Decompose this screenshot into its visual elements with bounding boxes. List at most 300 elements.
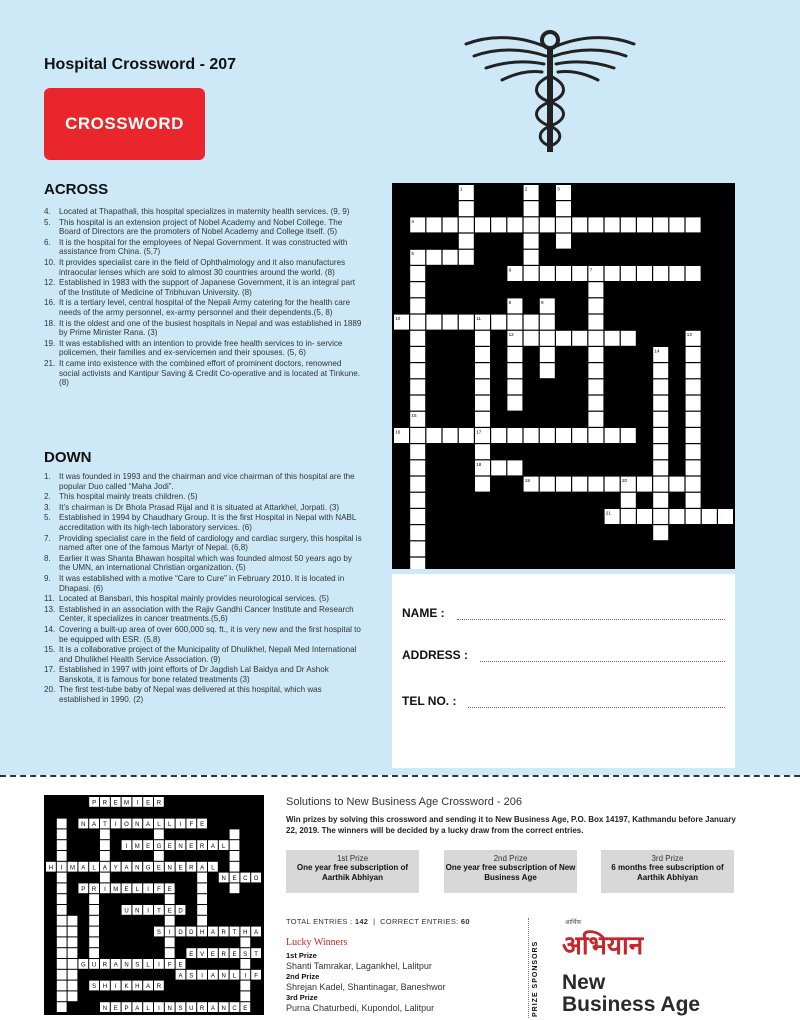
solution-cell (154, 829, 164, 839)
grid-cell[interactable] (507, 428, 522, 443)
clue-item (44, 503, 364, 513)
clue-item (44, 298, 364, 317)
solution-letter: I (114, 984, 117, 991)
grid-cell[interactable] (588, 428, 603, 443)
solution-letter: L (146, 1005, 150, 1012)
solution-cell (57, 851, 67, 861)
clue-number: 5. (44, 513, 51, 523)
solution-letter: G (156, 843, 162, 850)
grid-cell[interactable] (491, 217, 506, 232)
grid-cell[interactable] (588, 347, 603, 362)
grid-cell[interactable] (410, 315, 425, 330)
grid-cell[interactable] (459, 217, 474, 232)
solution-cell (57, 937, 67, 947)
prize-desc: One year free subscription of Aarthik Abhiyan (296, 863, 409, 882)
clue-number: 15. (44, 645, 56, 655)
solution-letter: I (168, 930, 171, 937)
winner-name: Shanti Tamrakar, Lagankhel, Lalitpur (286, 961, 432, 971)
grid-cell[interactable] (507, 363, 522, 378)
grid-cell[interactable] (540, 428, 555, 443)
grid-cell[interactable] (410, 282, 425, 297)
lucky-winners (286, 937, 506, 1014)
solution-letter: I (201, 973, 203, 980)
grid-cell[interactable] (621, 428, 636, 443)
clue-text: Earlier it was Shanta Bhawan hospital which was founded almost 50 years ago by the UMN, an international Christian organization. (5) (59, 553, 352, 573)
grid-cell[interactable] (686, 477, 701, 492)
clue-item (44, 685, 364, 704)
solution-letter: E (200, 822, 205, 829)
grid-cell[interactable] (507, 396, 522, 411)
solution-letter: P (124, 1005, 129, 1012)
grid-cell[interactable] (491, 460, 506, 475)
sponsor-aarthik-abhiyan-logo: अभियान (562, 931, 644, 961)
grid-cell[interactable] (588, 331, 603, 346)
clue-text: It was established with a motive “Care to Cure” in February 2010. It is located in Dhapasi. (6) (59, 573, 345, 593)
solution-letter: I (158, 962, 160, 969)
winner-name: Purna Chaturbedi, Kupondol, Lalitpur (286, 1003, 435, 1013)
clue-text: Providing specialist care in the field of cardiology and cardiac surgery, this hospital is named after one of the famous Martyr of Nepal. (6,8) (59, 533, 362, 553)
grid-cell[interactable] (540, 363, 555, 378)
prize-title: 2nd Prize (493, 854, 528, 863)
grid-cell[interactable] (637, 266, 652, 281)
grid-cell[interactable] (686, 217, 701, 232)
solution-cell (240, 991, 250, 1001)
grid-cell[interactable] (686, 396, 701, 411)
solution-letter: E (178, 865, 183, 872)
clue-text: Established in 1983 with the support of Japanese Government, it is an integral part of the Institute of Medicine of Tribhuvan University. (8) (59, 278, 356, 297)
grid-cell[interactable] (653, 493, 668, 508)
grid-cell[interactable] (669, 477, 684, 492)
grid-cell[interactable] (410, 298, 425, 313)
solution-letter: N (124, 962, 129, 969)
solution-cell (57, 1002, 67, 1012)
solution-cell (165, 948, 175, 958)
solution-letter: S (156, 930, 161, 937)
grid-cell[interactable] (653, 217, 668, 232)
solution-cell (89, 905, 99, 915)
solution-cell (57, 948, 67, 958)
grid-cell[interactable] (443, 217, 458, 232)
clue-item (44, 513, 364, 532)
grid-cell[interactable] (556, 217, 571, 232)
grid-cell[interactable] (588, 282, 603, 297)
solution-letter: S (189, 973, 194, 980)
solution-cell (68, 991, 78, 1001)
solution-cell (100, 851, 110, 861)
grid-cell[interactable] (475, 477, 490, 492)
clue-number: 4. (44, 207, 51, 216)
grid-cell[interactable] (572, 217, 587, 232)
clue-number: 12. (44, 278, 56, 288)
prize-box-3 (601, 850, 734, 893)
grid-cell[interactable] (653, 428, 668, 443)
grid-cell[interactable] (410, 509, 425, 524)
solution-letter: R (199, 1005, 205, 1012)
solution-letter: N (178, 843, 183, 850)
solution-letter: K (124, 984, 129, 991)
sponsor-2-line-2: Business Age (562, 993, 701, 1016)
grid-number: 2 (524, 186, 528, 192)
grid-cell[interactable] (459, 250, 474, 265)
solution-cell (230, 883, 240, 893)
clue-item (44, 218, 364, 237)
solution-letter: E (167, 887, 172, 893)
solution-letter: H (48, 865, 54, 872)
solution-letter: A (102, 865, 107, 872)
grid-cell[interactable] (669, 217, 684, 232)
solution-cell (68, 916, 78, 926)
grid-cell[interactable] (621, 217, 636, 232)
grid-cell[interactable] (410, 525, 425, 540)
grid-cell[interactable] (605, 217, 620, 232)
grid-cell[interactable] (507, 460, 522, 475)
grid-cell[interactable] (410, 363, 425, 378)
grid-cell[interactable] (410, 396, 425, 411)
solution-letter: H (102, 984, 108, 991)
clue-item (44, 625, 364, 644)
clue-text: The first test-tube baby of Nepal was delivered at this hospital, which was established in 1990. (2) (59, 685, 322, 705)
solution-letter: E (167, 843, 172, 850)
solution-letter: I (104, 887, 106, 893)
grid-cell[interactable] (588, 412, 603, 427)
tel-row (402, 694, 725, 708)
grid-cell[interactable] (540, 347, 555, 362)
lucky-winners-heading: Lucky Winners (286, 937, 348, 948)
grid-cell[interactable] (686, 460, 701, 475)
grid-cell[interactable] (621, 331, 636, 346)
solution-letter: H (243, 930, 248, 937)
solution-cell (89, 937, 99, 947)
grid-cell[interactable] (653, 460, 668, 475)
solution-cell (68, 970, 78, 980)
grid-cell[interactable] (475, 363, 490, 378)
grid-cell[interactable] (443, 315, 458, 330)
solution-letter: I (60, 865, 63, 872)
grid-cell[interactable] (572, 266, 587, 281)
grid-cell[interactable] (653, 266, 668, 281)
grid-cell[interactable] (459, 315, 474, 330)
solution-cell (165, 916, 175, 926)
clue-number: 16. (44, 298, 56, 308)
winner-name: Shrejan Kadel, Shantinagar, Baneshwor (286, 982, 446, 992)
clue-text: This hospital is an extension project of Nobel Academy and Nobel College. The Board of Directors are the promoters of Nobel Academy and College itself. (5) (59, 217, 343, 237)
grid-cell[interactable] (637, 217, 652, 232)
entry-form (392, 574, 735, 768)
solution-letter: H (199, 930, 205, 937)
grid-cell[interactable] (426, 250, 441, 265)
solution-letter: E (178, 962, 183, 969)
address-field[interactable] (480, 652, 725, 662)
solution-letter: A (146, 822, 151, 829)
grid-cell[interactable] (686, 347, 701, 362)
grid-cell[interactable] (475, 379, 490, 394)
tel-field[interactable] (468, 698, 725, 708)
grid-cell[interactable] (556, 428, 571, 443)
grid-number: 4 (411, 218, 414, 224)
solution-cell (240, 959, 250, 969)
grid-cell[interactable] (653, 396, 668, 411)
solution-letter: U (91, 962, 97, 969)
grid-cell[interactable] (524, 331, 539, 346)
clue-number: 6. (44, 237, 51, 247)
clue-item (44, 207, 364, 217)
grid-cell[interactable] (718, 509, 733, 524)
clue-item (44, 339, 364, 358)
name-field[interactable] (457, 610, 725, 620)
solution-cell (197, 916, 207, 926)
clue-text: It is a collaborative project of the Municipality of Dhulikhel, Nepali Med International and Dhulikhel Health Service Association. (9) (59, 645, 357, 664)
solution-cell (240, 937, 250, 947)
solution-cell (68, 937, 78, 947)
grid-cell[interactable] (572, 428, 587, 443)
grid-cell[interactable] (507, 315, 522, 330)
solution-letter: G (145, 865, 151, 872)
solution-letter: I (244, 973, 247, 980)
grid-cell[interactable] (459, 428, 474, 443)
grid-cell[interactable] (524, 201, 539, 216)
grid-cell[interactable] (524, 250, 539, 265)
grid-cell[interactable] (540, 217, 555, 232)
solution-letter: I (147, 908, 149, 915)
solutions-text: Win prizes by solving this crossword and sending it to New Business Age, P.O. Box 14197, Kathmandu before January 22, 2019. The winners will be decided by a lucky draw from the correct entries. (286, 815, 736, 835)
prize-desc: One year free subscription of New Business Age (445, 863, 576, 882)
grid-cell[interactable] (621, 266, 636, 281)
solution-letter: R (156, 800, 162, 807)
clue-text: It was founded in 1993 and the chairman and vice chairman of this hospital are the popular Duo called “Maha Jodi”. (59, 472, 355, 491)
grid-cell[interactable] (491, 315, 506, 330)
name-label: NAME : (402, 606, 445, 620)
grid-cell[interactable] (686, 428, 701, 443)
grid-cell[interactable] (556, 234, 571, 249)
grid-cell[interactable] (588, 396, 603, 411)
grid-cell[interactable] (621, 493, 636, 508)
grid-cell[interactable] (669, 266, 684, 281)
grid-cell[interactable] (475, 331, 490, 346)
sponsor-divider (528, 918, 529, 1018)
name-row (402, 606, 725, 620)
grid-cell[interactable] (653, 412, 668, 427)
grid-cell[interactable] (443, 428, 458, 443)
grid-number: 10 (395, 316, 401, 321)
clue-text: It is the oldest and one of the busiest hospitals in Nepal and was established in 1889 by Prime Minister Rana. (3) (59, 318, 362, 338)
grid-cell[interactable] (621, 509, 636, 524)
solution-letter: I (114, 822, 117, 829)
grid-cell[interactable] (524, 217, 539, 232)
grid-cell[interactable] (637, 477, 652, 492)
solution-letter: R (102, 800, 108, 807)
solution-letter: G (80, 962, 86, 969)
solution-letter: E (124, 887, 129, 893)
solution-letter: Y (113, 865, 118, 872)
solution-letter: E (167, 908, 172, 915)
grid-cell[interactable] (653, 379, 668, 394)
solution-letter: H (135, 984, 140, 991)
grid-cell[interactable] (686, 266, 701, 281)
clue-item (44, 534, 364, 553)
grid-cell[interactable] (410, 266, 425, 281)
grid-cell[interactable] (556, 331, 571, 346)
grid-cell[interactable] (572, 477, 587, 492)
grid-cell[interactable] (653, 444, 668, 459)
grid-cell[interactable] (507, 217, 522, 232)
entries-summary (286, 917, 470, 926)
solution-cell (68, 959, 78, 969)
grid-cell[interactable] (410, 379, 425, 394)
grid-cell[interactable] (475, 412, 490, 427)
grid-cell[interactable] (686, 363, 701, 378)
grid-cell[interactable] (556, 477, 571, 492)
sponsor-new-business-age-logo (562, 972, 700, 1016)
solution-letter: S (92, 984, 97, 991)
grid-cell[interactable] (588, 379, 603, 394)
grid-cell[interactable] (443, 250, 458, 265)
solution-letter: M (134, 843, 140, 850)
grid-cell[interactable] (475, 217, 490, 232)
solution-letter: N (102, 1005, 108, 1012)
grid-cell[interactable] (605, 477, 620, 492)
solution-cell (57, 873, 67, 883)
grid-cell[interactable] (686, 509, 701, 524)
solution-cell (57, 927, 67, 937)
grid-cell[interactable] (540, 331, 555, 346)
grid-cell[interactable] (426, 217, 441, 232)
clue-number: 21. (44, 358, 56, 368)
solution-letter: A (124, 865, 129, 872)
grid-cell[interactable] (410, 460, 425, 475)
grid-cell[interactable] (426, 315, 441, 330)
grid-cell[interactable] (524, 266, 539, 281)
solution-letter: P (81, 887, 86, 893)
grid-cell[interactable] (605, 266, 620, 281)
prize-sponsors-label: PRIZE SPONSORS (532, 940, 539, 1017)
solution-cell (68, 981, 78, 991)
grid-number: 18 (476, 461, 482, 467)
grid-cell[interactable] (686, 412, 701, 427)
grid-cell[interactable] (475, 347, 490, 362)
grid-cell[interactable] (410, 477, 425, 492)
grid-cell[interactable] (686, 493, 701, 508)
solution-cell (197, 873, 207, 883)
grid-number: 19 (524, 478, 530, 483)
solution-cell (57, 883, 67, 893)
grid-cell[interactable] (410, 428, 425, 443)
grid-cell[interactable] (459, 201, 474, 216)
clue-number: 9. (44, 573, 51, 583)
grid-cell[interactable] (524, 428, 539, 443)
grid-cell[interactable] (410, 493, 425, 508)
grid-cell[interactable] (588, 315, 603, 330)
clue-number: 17. (44, 665, 56, 675)
clue-number: 2. (44, 492, 51, 502)
grid-cell[interactable] (653, 525, 668, 540)
solution-letter: N (135, 822, 140, 829)
grid-cell[interactable] (588, 363, 603, 378)
grid-cell[interactable] (540, 266, 555, 281)
grid-cell[interactable] (588, 477, 603, 492)
solution-letter: R (156, 984, 162, 991)
grid-cell[interactable] (524, 315, 539, 330)
solution-letter: I (179, 822, 182, 829)
clue-item (44, 278, 364, 297)
grid-cell[interactable] (410, 444, 425, 459)
grid-cell[interactable] (410, 347, 425, 362)
across-clue-list (44, 207, 364, 389)
grid-cell[interactable] (540, 315, 555, 330)
grid-number: 5 (411, 251, 414, 257)
solution-cell (57, 840, 67, 850)
solution-cell (89, 916, 99, 926)
grid-cell[interactable] (426, 428, 441, 443)
clue-item (44, 258, 364, 277)
grid-cell[interactable] (588, 298, 603, 313)
solution-letter: A (210, 973, 215, 980)
grid-cell[interactable] (410, 558, 425, 569)
grid-cell[interactable] (653, 509, 668, 524)
grid-cell[interactable] (572, 331, 587, 346)
grid-cell[interactable] (475, 444, 490, 459)
solution-cell (89, 894, 99, 904)
tel-label: TEL NO. : (402, 694, 457, 708)
prize-box-1 (286, 850, 419, 893)
grid-cell[interactable] (507, 379, 522, 394)
grid-number: 1 (460, 186, 463, 192)
grid-cell[interactable] (507, 347, 522, 362)
solution-letter: S (178, 1005, 183, 1012)
solution-letter: U (189, 1005, 194, 1012)
solution-cell (89, 948, 99, 958)
grid-cell[interactable] (410, 331, 425, 346)
grid-cell[interactable] (588, 217, 603, 232)
solution-letter: A (113, 962, 118, 969)
grid-cell[interactable] (556, 201, 571, 216)
crossword-grid[interactable] (392, 183, 735, 569)
solution-cell (89, 927, 99, 937)
solution-letter: A (146, 984, 151, 991)
grid-cell[interactable] (605, 428, 620, 443)
grid-number: 8 (508, 299, 512, 305)
grid-cell[interactable] (556, 266, 571, 281)
solution-letter: I (125, 843, 128, 850)
prize-box-2 (444, 850, 577, 893)
grid-cell[interactable] (475, 396, 490, 411)
solution-letter: A (92, 822, 97, 829)
grid-cell[interactable] (653, 363, 668, 378)
grid-cell[interactable] (540, 477, 555, 492)
grid-cell[interactable] (686, 444, 701, 459)
solution-cell (57, 916, 67, 926)
grid-cell[interactable] (491, 428, 506, 443)
grid-cell[interactable] (459, 234, 474, 249)
solution-letter: L (222, 843, 226, 850)
grid-cell[interactable] (524, 234, 539, 249)
grid-cell[interactable] (686, 379, 701, 394)
clue-number: 11. (44, 594, 55, 604)
solution-letter: L (157, 822, 161, 829)
solution-letter: U (124, 908, 129, 915)
solution-letter: R (221, 930, 226, 937)
grid-cell[interactable] (605, 331, 620, 346)
solution-letter: R (91, 887, 97, 893)
solution-letter: N (81, 822, 86, 829)
grid-cell[interactable] (653, 477, 668, 492)
grid-cell[interactable] (702, 509, 717, 524)
grid-cell[interactable] (669, 509, 684, 524)
solution-letter: L (135, 887, 139, 893)
solution-letter: N (221, 1005, 226, 1012)
solution-letter: E (156, 865, 161, 872)
grid-cell[interactable] (410, 541, 425, 556)
grid-cell[interactable] (637, 509, 652, 524)
